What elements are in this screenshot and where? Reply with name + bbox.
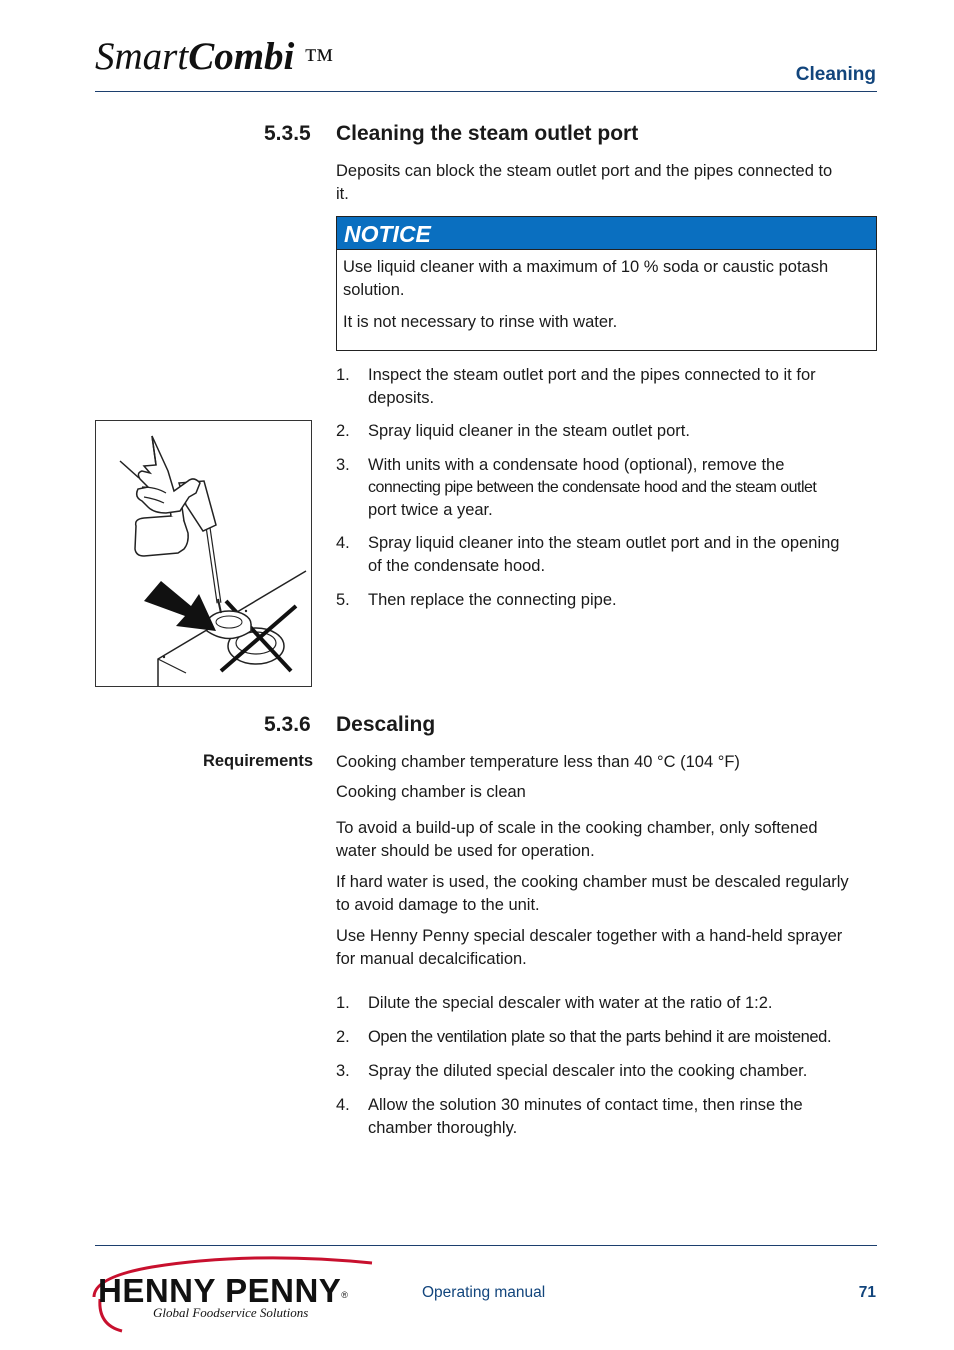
- notice-line: Use liquid cleaner with a maximum of 10 % soda or caustic potash: [343, 258, 829, 276]
- notice-body: [337, 250, 876, 334]
- para-line: water should be used for operation.: [336, 841, 595, 860]
- step-line: Spray the diluted special descaler into the cooking chamber.: [368, 1062, 808, 1080]
- step-number: 3.: [336, 1062, 350, 1080]
- intro-line: Deposits can block the steam outlet port and the pipes connected to: [336, 162, 833, 180]
- requirement-2: Cooking chamber is clean: [336, 783, 526, 801]
- step-number: 1.: [336, 366, 350, 384]
- step-line: Dilute the special descaler with water at the ratio of 1:2.: [368, 994, 773, 1012]
- section-536-number: 5.3.6: [264, 713, 311, 736]
- step-number: 4.: [336, 1096, 350, 1114]
- para-line: To avoid a build-up of scale in the cooking chamber, only softened: [336, 819, 818, 837]
- logo-text: HENNY PENNY: [98, 1272, 342, 1309]
- step-line: of the condensate hood.: [368, 556, 546, 575]
- logo-tagline: Global Foodservice Solutions: [153, 1305, 309, 1320]
- section-535-title: Cleaning the steam outlet port: [336, 122, 639, 145]
- step-line: deposits.: [368, 388, 435, 407]
- step-line: Spray liquid cleaner into the steam outlet port and in the opening: [368, 534, 840, 552]
- step-text: [368, 1026, 888, 1049]
- step-number: 5.: [336, 591, 350, 609]
- logo-registered: ®: [341, 1290, 349, 1300]
- notice-text-1: [343, 256, 868, 301]
- brand-trademark: ™: [304, 43, 334, 76]
- descaling-para-1: [336, 817, 881, 862]
- step-text: [368, 992, 883, 1015]
- page-number: 71: [858, 1284, 876, 1301]
- step-number: 3.: [336, 456, 350, 474]
- step-text: [368, 532, 883, 577]
- step-line: With units with a condensate hood (optional), remove the: [368, 456, 785, 474]
- brand-smart: Smart: [95, 35, 189, 78]
- step-number: 4.: [336, 534, 350, 552]
- step-line: Then replace the connecting pipe.: [368, 591, 617, 609]
- notice-box: [336, 216, 877, 351]
- section-535-intro: [336, 160, 832, 205]
- step-text: [368, 1060, 883, 1083]
- step-number: 2.: [336, 422, 350, 440]
- footer-manual-label: Operating manual: [422, 1284, 546, 1301]
- notice-line: solution.: [343, 280, 405, 299]
- para-line: to avoid damage to the unit.: [336, 895, 540, 914]
- notice-text-2: It is not necessary to rinse with water.: [343, 313, 618, 331]
- spray-bottle-illustration-icon: [96, 421, 311, 686]
- step-line: Spray liquid cleaner in the steam outlet port.: [368, 422, 690, 440]
- spray-illustration: [95, 420, 312, 687]
- brand-title: [95, 33, 334, 84]
- notice-label: NOTICE: [337, 217, 876, 250]
- descaling-para-3: [336, 925, 881, 970]
- step-line: connecting pipe between the condensate hood and the steam outlet: [368, 478, 817, 496]
- step-text: [368, 1094, 883, 1139]
- step-line: chamber thoroughly.: [368, 1118, 518, 1137]
- step-text: [368, 364, 878, 409]
- intro-line: it.: [336, 184, 349, 203]
- step-number: 2.: [336, 1028, 350, 1046]
- step-text: [368, 420, 878, 443]
- descaling-para-2: [336, 871, 881, 916]
- requirements-label: Requirements: [202, 752, 313, 770]
- header-rule: [95, 91, 877, 92]
- section-536-title: Descaling: [336, 713, 436, 736]
- step-line: Inspect the steam outlet port and the pipes connected to it for: [368, 366, 816, 384]
- step-line: Open the ventilation plate so that the parts behind it are moistened.: [368, 1028, 832, 1046]
- step-line: Allow the solution 30 minutes of contact time, then rinse the: [368, 1096, 803, 1114]
- section-header: Cleaning: [795, 64, 876, 85]
- brand-combi: Combi: [188, 35, 295, 78]
- para-line: Use Henny Penny special descaler together with a hand-held sprayer: [336, 927, 843, 945]
- footer-rule: [95, 1245, 877, 1246]
- step-text: [368, 589, 878, 612]
- requirement-1: Cooking chamber temperature less than 40 °C (104 °F): [336, 753, 740, 771]
- para-line: for manual decalcification.: [336, 949, 527, 968]
- para-line: If hard water is used, the cooking chamber must be descaled regularly: [336, 873, 849, 891]
- step-text: [368, 454, 883, 522]
- section-535-number: 5.3.5: [264, 122, 311, 145]
- step-number: 1.: [336, 994, 350, 1012]
- step-line: port twice a year.: [368, 501, 493, 519]
